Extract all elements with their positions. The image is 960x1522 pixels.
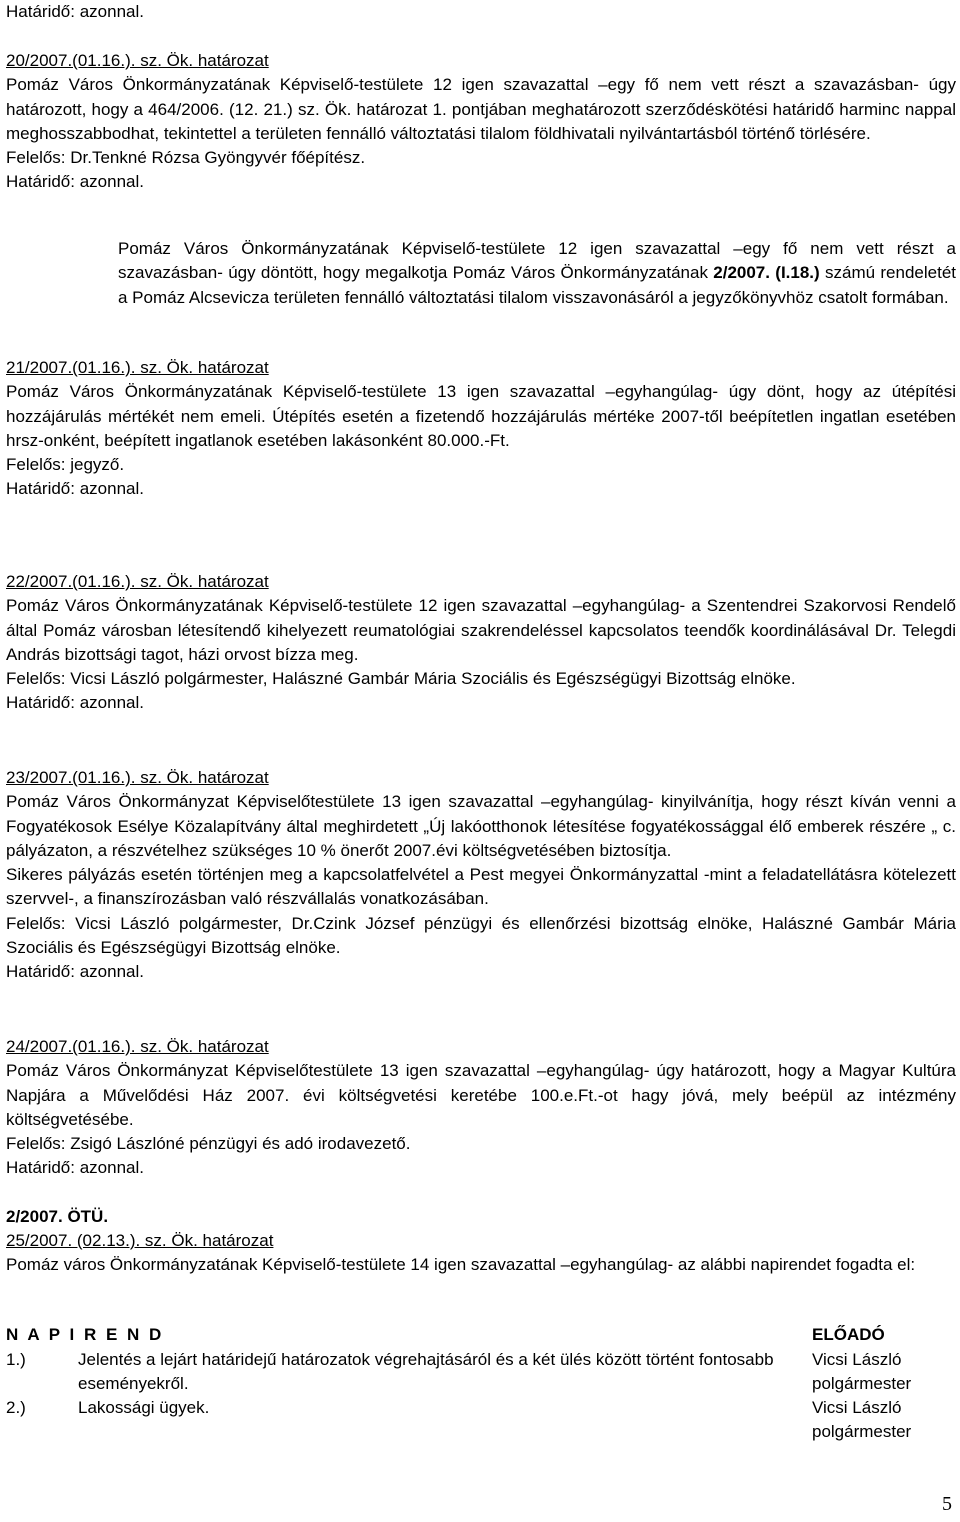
decree-number: 2/2007. (I.18.)	[713, 263, 820, 283]
resolution-heading: 23/2007.(01.16.). sz. Ök. határozat	[6, 768, 269, 787]
resolution-22	[6, 570, 956, 716]
resolution-23	[6, 766, 956, 985]
presenter-name: Vicsi László	[812, 1350, 902, 1369]
resolution-heading: 22/2007.(01.16.). sz. Ök. határozat	[6, 572, 269, 591]
resolution-24	[6, 1035, 956, 1181]
agenda-item-text: Jelentés a lejárt határidejű határozatok végrehajtásáról és a két ülés között történt fontosabb eseményekről.	[78, 1350, 774, 1394]
responsible-line: Felelős: Vicsi László polgármester, Halászné Gambár Mária Szociális és Egészségügyi Bizottság elnöke.	[6, 669, 796, 689]
decree-paragraph	[118, 237, 956, 310]
responsible-line: Felelős: Dr.Tenkné Rózsa Gyöngyvér főépítész.	[6, 148, 366, 168]
presenter-title: ELŐADÓ	[812, 1325, 885, 1344]
presenter-role: polgármester	[812, 1422, 912, 1442]
deadline-line: Határidő: azonnal.	[6, 479, 144, 499]
resolution-25	[6, 1229, 956, 1278]
presenter-role: polgármester	[812, 1374, 912, 1394]
page-number: 5	[942, 1493, 952, 1515]
resolution-text: Pomáz Város Önkormányzatának Képviselő-testülete 13 igen szavazattal –egyhangúlag- úgy dönt, hogy az útépítési hozzájárulás mértékét nem emeli. Útépítés esetén a fizetendő hozzájárulás mértéke 2007-től beépítetlen ingatlan esetében hrsz-onként, beépített ingatlanok esetében lakásonként 80.000.-Ft.	[6, 382, 956, 450]
resolution-text: Pomáz Város Önkormányzat Képviselőtestülete 13 igen szavazattal –egyhangúlag- úgy határozott, hogy a Magyar Kultúra Napjára a Művelődési Ház 2007. évi költségvetési keretébe 100.e.Ft.-ot hagy jóvá, mely beépül az intézmény költségvetésébe.	[6, 1061, 956, 1129]
resolution-heading: 25/2007. (02.13.). sz. Ök. határozat	[6, 1231, 274, 1250]
agenda-item-number: 1.)	[6, 1350, 26, 1369]
deadline-top: Határidő: azonnal.	[6, 2, 144, 21]
resolution-heading: 20/2007.(01.16.). sz. Ök. határozat	[6, 51, 269, 70]
deadline-line: Határidő: azonnal.	[6, 172, 144, 192]
resolution-21	[6, 356, 956, 502]
resolution-text: Pomáz Város Önkormányzatának Képviselő-testülete 12 igen szavazattal –egy fő nem vett részt a szavazásban- úgy határozott, hogy a 464/2006. (12. 21.) sz. Ök. határozat 1. pontjában meghatározott szerződéskötési határidő harminc nappal meghosszabbodhat, tekintettel a területen fennálló változtatási tilalom földhivatali nyilvántartásból történő törlésére.	[6, 75, 956, 143]
decree-text-b: számú rendeletét a Pomáz Alcsevicza területen fennálló változtatási tilalom visszavonásáról a jegyzőkönyvhöz csatolt formában.	[118, 263, 956, 307]
resolution-text: Pomáz város Önkormányzatának Képviselő-testülete 14 igen szavazattal –egyhangúlag- az alábbi napirendet fogadta el:	[6, 1255, 916, 1275]
deadline-line: Határidő: azonnal.	[6, 962, 144, 982]
deadline-line: Határidő: azonnal.	[6, 1158, 144, 1178]
responsible-line: Felelős: jegyző.	[6, 455, 125, 475]
agenda-item-presenter	[812, 1396, 960, 1445]
agenda-item-number: 2.)	[6, 1398, 26, 1417]
agenda-item-presenter	[812, 1348, 960, 1397]
resolution-heading: 21/2007.(01.16.). sz. Ök. határozat	[6, 358, 269, 377]
agenda-title: N A P I R E N D	[6, 1325, 164, 1344]
responsible-line: Felelős: Zsigó Lászlóné pénzügyi és adó irodavezető.	[6, 1134, 411, 1154]
resolution-heading: 24/2007.(01.16.). sz. Ök. határozat	[6, 1037, 269, 1056]
resolution-text-2: Sikeres pályázás esetén történjen meg a kapcsolatfelvétel a Pest megyei Önkormányzattal -mint a feladatellátásra kötelezett szervvel-, a finanszírozásban való részvállalás vonatkozásában.	[6, 865, 956, 909]
resolution-text: Pomáz Város Önkormányzat Képviselőtestülete 13 igen szavazattal –egyhangúlag- kinyilvánítja, hogy részt kíván venni a Fogyatékosok Esélye Közalapítvány által meghirdetett „Új lakóotthonok létesítése fogyatékossággal élő emberek részére „ c. pályázaton, a részvételhez szükséges 10 % önerőt 2007.évi költségvetésében biztosítja.	[6, 792, 956, 860]
responsible-line: Felelős: Vicsi László polgármester, Dr.Czink József pénzügyi és ellenőrzési bizottság elnöke, Halászné Gambár Mária Szociális és Egészségügyi Bizottság elnöke.	[6, 913, 956, 958]
agenda-item-text: Lakossági ügyek.	[78, 1398, 210, 1417]
session-heading: 2/2007. ÖTÜ.	[6, 1207, 109, 1226]
decree-text-a: Pomáz Város Önkormányzatának Képviselő-testülete 12 igen szavazattal –egy fő nem vett részt a szavazásban- úgy döntött, hogy megalkotja Pomáz Város Önkormányzatának	[118, 239, 956, 283]
deadline-line: Határidő: azonnal.	[6, 693, 144, 713]
resolution-20	[6, 49, 956, 195]
resolution-text: Pomáz Város Önkormányzatának Képviselő-testülete 12 igen szavazattal –egyhangúlag- a Szentendrei Szakorvosi Rendelő által Pomáz városban létesítendő kihelyezett reumatológiai szakrendeléssel kapcsolatos teendők koordinálásával Dr. Telegdi András bizottsági tagot, házi orvost bízza meg.	[6, 596, 956, 664]
presenter-name: Vicsi László	[812, 1398, 902, 1417]
decree-text	[118, 237, 956, 310]
